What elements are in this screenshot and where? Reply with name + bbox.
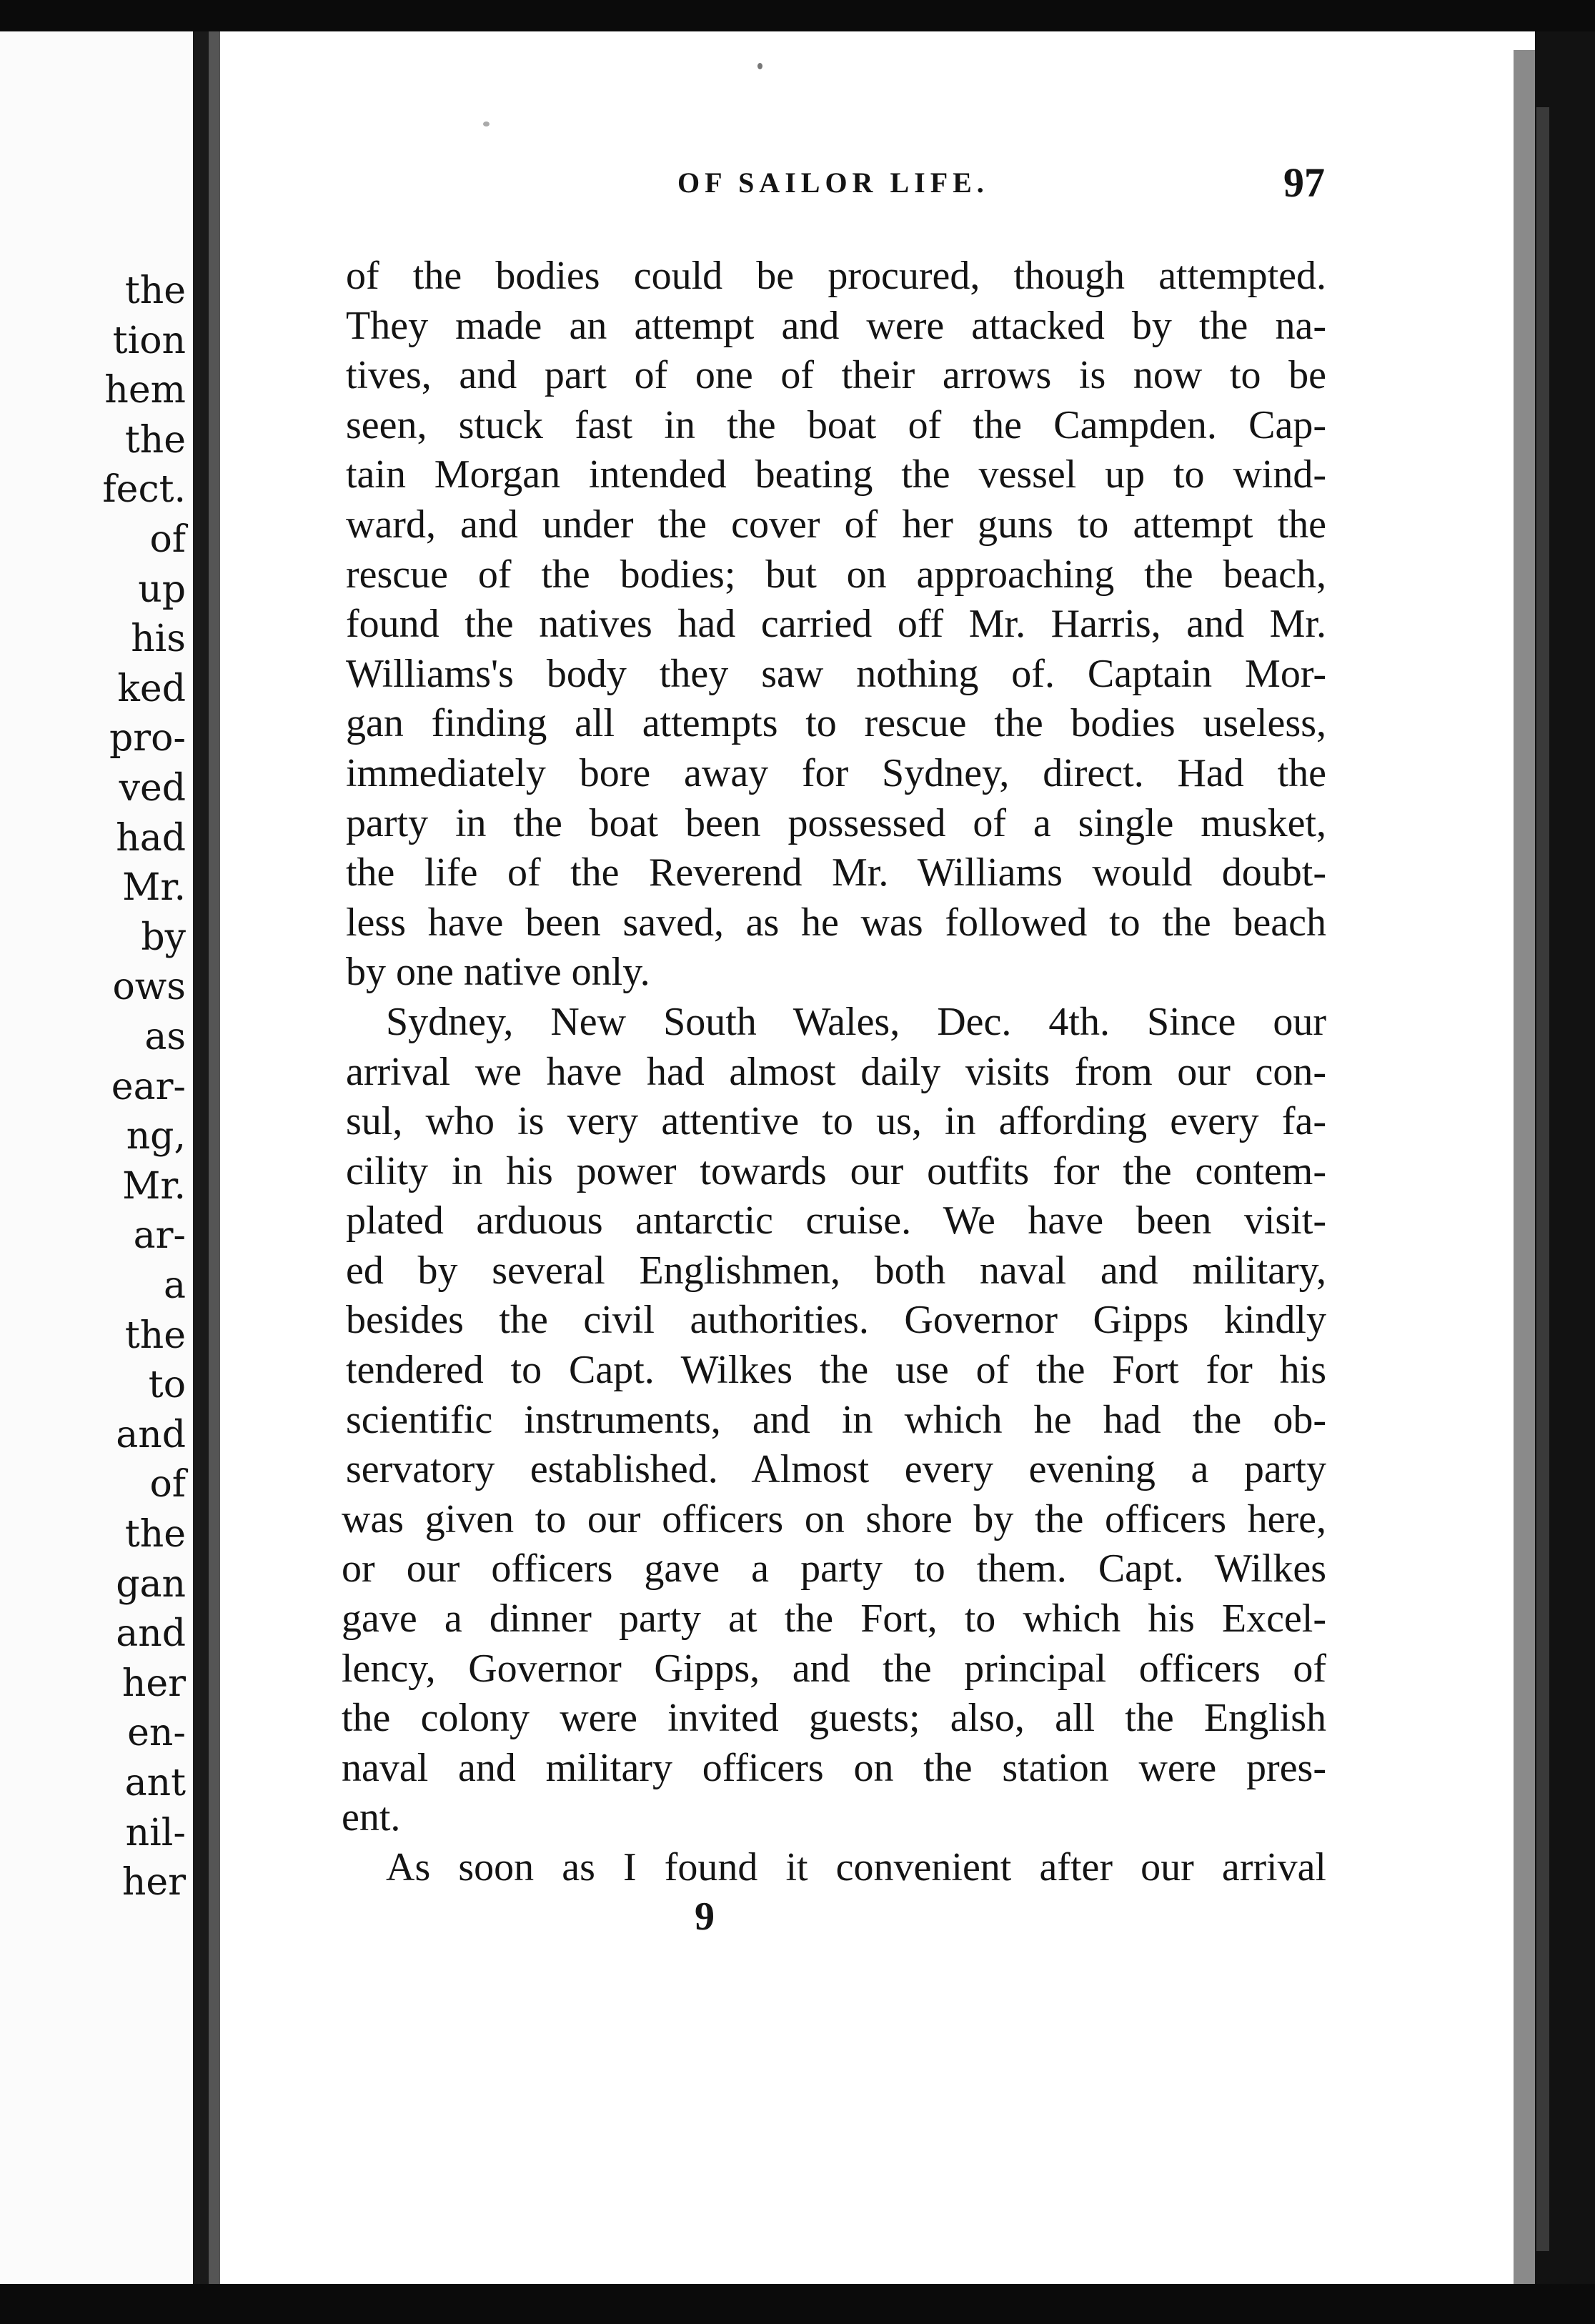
facing-page: [0, 31, 193, 2284]
text-line: rescue of the bodies; but on approaching the beach,: [346, 552, 1326, 597]
text-line: Williams's body they saw nothing of. Captain Mor-: [346, 651, 1326, 696]
facing-page-fragment: the: [124, 269, 186, 312]
facing-page-fragment: en-: [127, 1712, 186, 1755]
facing-page-fragment: her: [121, 1861, 186, 1905]
text-line: immediately bore away for Sydney, direct. Had the: [346, 750, 1326, 795]
print-speck: [483, 121, 490, 126]
facing-page-fragment: as: [144, 1015, 186, 1058]
text-line: was given to our officers on shore by the officers here,: [342, 1496, 1326, 1541]
facing-page-fragment: Mr.: [122, 866, 186, 910]
text-line: tives, and part of one of their arrows is now to be: [346, 353, 1326, 398]
text-line: ent.: [342, 1795, 401, 1840]
scan-border-top: [0, 0, 1595, 31]
text-line: ward, and under the cover of her guns to attempt the: [346, 502, 1326, 547]
text-line: party in the boat been possessed of a single musket,: [346, 800, 1326, 845]
text-line: naval and military officers on the station were pres-: [342, 1745, 1326, 1790]
text-line: cility in his power towards our outfits for the contem-: [346, 1148, 1326, 1193]
facing-page-fragment: ear-: [111, 1065, 186, 1108]
text-line: They made an attempt and were attacked by the na-: [346, 303, 1326, 348]
paragraph-start-line: Sydney, New South Wales, Dec. 4th. Since our: [386, 999, 1326, 1044]
text-line: ed by several Englishmen, both naval and military,: [346, 1248, 1326, 1293]
paragraph-start-line: As soon as I found it convenient after our arrival: [386, 1845, 1326, 1890]
text-line: found the natives had carried off Mr. Harris, and Mr.: [346, 602, 1326, 647]
facing-page-fragment: by: [141, 915, 186, 959]
facing-page-fragment: ved: [119, 767, 186, 810]
facing-page-fragment: her: [121, 1662, 186, 1705]
facing-page-fragment: the: [124, 418, 186, 462]
text-line: lency, Governor Gipps, and the principal officers of: [342, 1646, 1326, 1691]
text-line: besides the civil authorities. Governor Gipps kindly: [346, 1298, 1326, 1343]
text-line: tendered to Capt. Wilkes the use of the Fort for his: [346, 1348, 1326, 1393]
page-number: 97: [1283, 159, 1325, 206]
facing-page-fragment: of: [149, 1463, 186, 1506]
text-line: seen, stuck fast in the boat of the Campden. Cap-: [346, 402, 1326, 447]
page-stack-edge: [1536, 107, 1549, 2251]
text-line: scientific instruments, and in which he had the ob-: [346, 1397, 1326, 1442]
text-line: by one native only.: [346, 950, 650, 995]
text-line: plated arduous antarctic cruise. We have been visit-: [346, 1198, 1326, 1243]
facing-page-fragment: ked: [117, 667, 186, 710]
facing-page-fragment: of: [149, 518, 186, 561]
facing-page-fragment: Mr.: [122, 1164, 186, 1208]
facing-page-fragment: ows: [112, 965, 186, 1009]
facing-page-fragment: nil-: [125, 1811, 186, 1854]
text-line: gave a dinner party at the Fort, to which his Excel-: [342, 1596, 1326, 1642]
text-line: the colony were invited guests; also, all the English: [342, 1696, 1326, 1741]
text-line: gan finding all attempts to rescue the bodies useless,: [346, 701, 1326, 746]
facing-page-fragment: and: [116, 1612, 186, 1656]
facing-page-fragment: a: [163, 1264, 186, 1307]
facing-page-fragment: up: [138, 567, 186, 611]
signature-mark: 9: [695, 1895, 715, 1939]
facing-page-fragment: fect.: [102, 468, 186, 512]
facing-page-fragment: and: [116, 1413, 186, 1456]
facing-page-fragment: gan: [116, 1562, 186, 1606]
text-line: servatory established. Almost every evening a party: [346, 1447, 1326, 1492]
facing-page-fragment: hem: [104, 369, 186, 412]
facing-page-fragment: to: [148, 1364, 186, 1407]
body-text: [342, 252, 1326, 1893]
text-line: tain Morgan intended beating the vessel up to wind-: [346, 452, 1326, 497]
facing-page-fragment: ant: [124, 1762, 186, 1804]
facing-page-fragment: his: [131, 617, 186, 661]
facing-page-fragment: the: [124, 1513, 186, 1556]
running-head: OF SAILOR LIFE.: [677, 167, 989, 199]
text-line: or our officers gave a party to them. Capt. Wilkes: [342, 1546, 1326, 1591]
print-speck: [757, 63, 762, 69]
text-line: arrival we have had almost daily visits from our con-: [346, 1049, 1326, 1094]
facing-page-fragment: had: [116, 816, 186, 860]
text-line: sul, who is very attentive to us, in affording every fa-: [346, 1099, 1326, 1144]
scan-border-bottom: [0, 2284, 1595, 2324]
page-edge-shadow: [1514, 50, 1535, 2284]
facing-page-fragment: ar-: [133, 1214, 186, 1258]
facing-page-fragment: pro-: [109, 717, 186, 760]
facing-page-fragment: tion: [112, 319, 186, 362]
facing-page-fragment: ng,: [126, 1115, 186, 1158]
text-line: the life of the Reverend Mr. Williams would doubt-: [346, 850, 1326, 895]
gutter-shadow-inner: [209, 31, 220, 2284]
text-line: of the bodies could be procured, though attempted.: [346, 254, 1326, 298]
facing-page-fragment: the: [124, 1314, 186, 1357]
text-line: less have been saved, as he was followed to the beach: [346, 900, 1326, 945]
